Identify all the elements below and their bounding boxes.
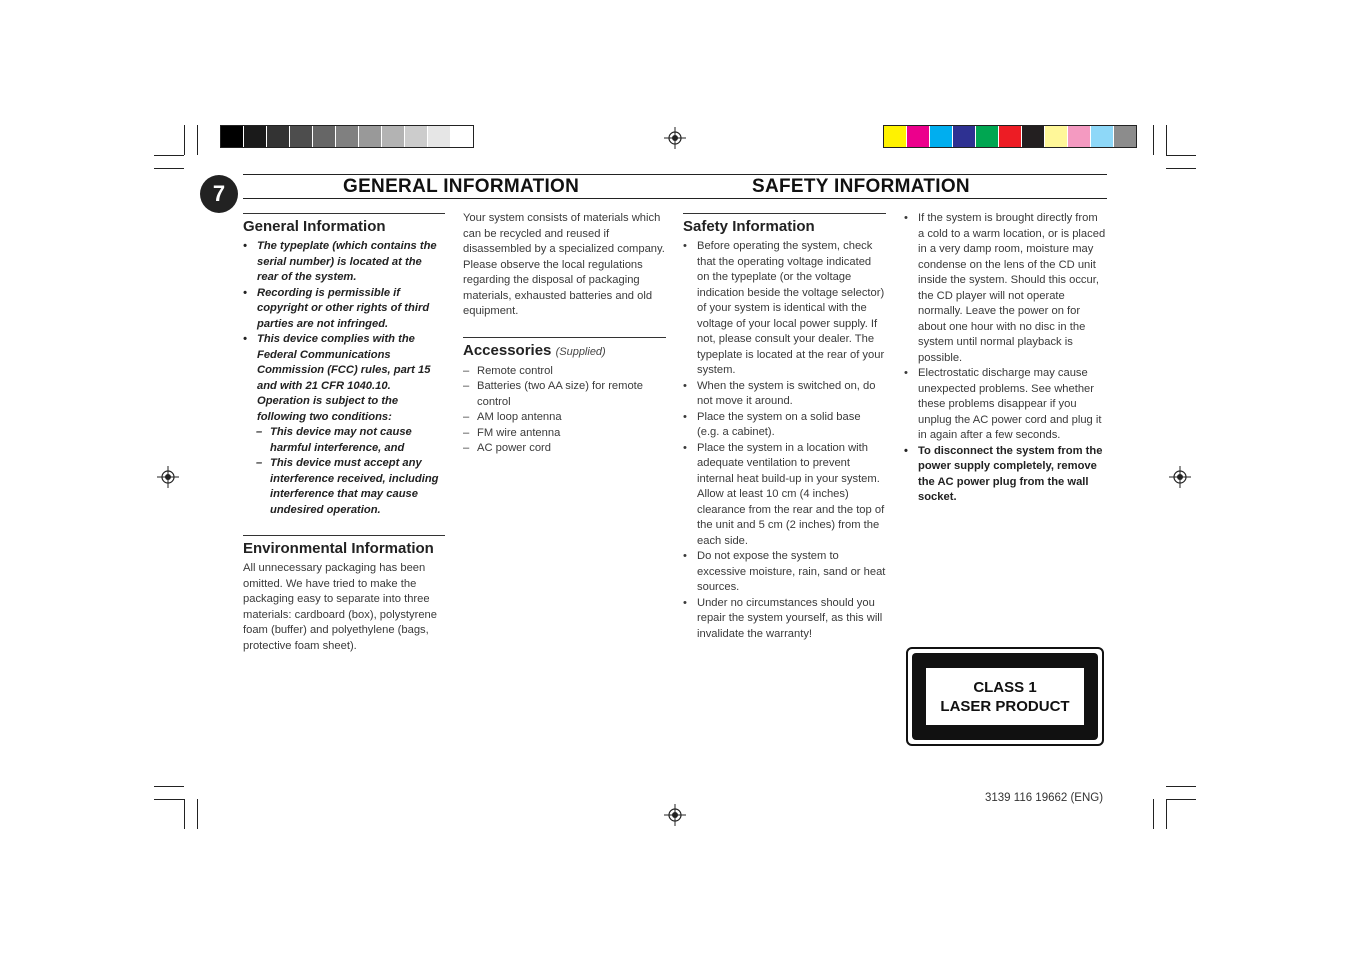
list-item: – Batteries (two AA size) for remote control [463, 379, 666, 410]
list-item: – AM loop antenna [463, 410, 666, 426]
general-sublist [256, 425, 445, 518]
color-swatch [313, 126, 336, 147]
laser-product: LASER PRODUCT [940, 697, 1070, 715]
list-item: • When the system is switched on, do not move it around. [683, 379, 886, 410]
list-item: • Before operating the system, check that the operating voltage indicated on the typeplate (or the voltage indication beside the voltage selector) of your system is identical with the voltage of your local power supply. If not, please consult your dealer. The typeplate is located at the rear of your system. [683, 239, 886, 379]
list-item: – FM wire antenna [463, 426, 666, 442]
color-swatch [382, 126, 405, 147]
color-swatch [907, 126, 930, 147]
safety-heading: Safety Information [683, 218, 815, 235]
list-item: • Electrostatic discharge may cause unexpected problems. See whether these problems disappear if you unplug the AC power cord and plug it in again after a few seconds. [904, 366, 1106, 444]
list-item-text: This device complies with the Federal Communications Commission (FCC) rules, part 15 and with 21 CFR 1040.10. Operation is subject to the following two conditions: [257, 333, 431, 423]
color-swatch [1045, 126, 1068, 147]
list-item: • If the system is brought directly from a cold to a warm location, or is placed in a very damp room, moisture may condense on the lens of the CD unit inside the system. Should this occur, the CD player will not operate normally. Leave the power on for about one hour with no disc in the system until normal playback is possible. [904, 211, 1106, 366]
list-item: • Place the system on a solid base (e.g. a cabinet). [683, 410, 886, 441]
column-general [243, 213, 445, 654]
header-bottom-rule [243, 198, 1107, 199]
general-list [243, 239, 445, 518]
color-swatch [930, 126, 953, 147]
section-rule [683, 213, 886, 214]
registration-mark-icon [1169, 466, 1191, 488]
accessories-heading [463, 341, 666, 362]
grayscale-bar [220, 125, 474, 148]
list-item: – AC power cord [463, 441, 666, 457]
safety-list [683, 239, 886, 642]
color-swatch [267, 126, 290, 147]
color-swatch [1114, 126, 1136, 147]
list-item: • Recording is permissible if copyright or other rights of third parties are not infringed. [243, 286, 445, 333]
environmental-text: All unnecessary packaging has been omitted. We have tried to make the packaging easy to separate into three materials: cardboard (box), polystyrene foam (buffer) and polyethylene (bags, protective foam sheet). [243, 562, 438, 652]
registration-mark-icon [664, 127, 686, 149]
environmental-text-continued: Your system consists of materials which can be recycled and reused if disassembled by a specialized company. Please observe the local regulations regarding the disposal of packaging materials, exhausted batteries and old equipment. [463, 212, 665, 317]
laser-product-label [906, 647, 1104, 746]
column-environment-accessories [463, 211, 666, 457]
section-rule [243, 535, 445, 536]
list-item-warning: • To disconnect the system from the power supply completely, remove the AC power plug from the wall socket. [904, 444, 1106, 506]
color-swatch [999, 126, 1022, 147]
section-rule [243, 213, 445, 214]
color-swatch [1091, 126, 1114, 147]
color-swatch [428, 126, 451, 147]
general-heading: General Information [243, 218, 386, 235]
color-swatch [451, 126, 473, 147]
color-swatch [359, 126, 382, 147]
page-title-general: GENERAL INFORMATION [343, 176, 580, 197]
color-swatch [976, 126, 999, 147]
laser-label-text [926, 668, 1084, 725]
section-rule [463, 337, 666, 338]
color-swatch [953, 126, 976, 147]
list-item [243, 332, 445, 518]
accessories-list [463, 364, 666, 457]
environmental-heading: Environmental Information [243, 540, 434, 557]
color-swatch [884, 126, 907, 147]
page-title-safety: SAFETY INFORMATION [752, 176, 970, 197]
safety-list-continued [904, 211, 1106, 506]
column-safety-continued [904, 211, 1106, 506]
laser-class: CLASS 1 [973, 678, 1037, 696]
accessories-title: Accessories [463, 341, 552, 359]
list-item: • Do not expose the system to excessive moisture, rain, sand or heat sources. [683, 549, 886, 596]
color-swatch [244, 126, 267, 147]
sub-list-item: – This device may not cause harmful interference, and [256, 425, 445, 456]
registration-mark-icon [157, 466, 179, 488]
color-swatch [1068, 126, 1091, 147]
color-swatch [221, 126, 244, 147]
page-number-badge: 7 [200, 175, 238, 213]
accessories-supplied-note: (Supplied) [555, 345, 606, 358]
list-item: • The typeplate (which contains the serial number) is located at the rear of the system. [243, 239, 445, 286]
color-swatch [336, 126, 359, 147]
color-swatch [1022, 126, 1045, 147]
document-code: 3139 116 19662 (ENG) [985, 792, 1104, 804]
list-item: – Remote control [463, 364, 666, 380]
sub-list-item: – This device must accept any interference received, including interference that may cause undesired operation. [256, 456, 445, 518]
column-safety [683, 213, 886, 642]
list-item: • Place the system in a location with adequate ventilation to prevent internal heat build-up in your system. Allow at least 10 cm (4 inches) clearance from the rear and the top of the unit and 5 cm (2 inches) from the each side. [683, 441, 886, 550]
list-item: • Under no circumstances should you repair the system yourself, as this will invalidate the warranty! [683, 596, 886, 643]
registration-mark-icon [664, 804, 686, 826]
color-swatch [405, 126, 428, 147]
header-top-rule [243, 174, 1107, 175]
laser-label-frame [912, 653, 1098, 740]
color-bar [883, 125, 1137, 148]
color-swatch [290, 126, 313, 147]
